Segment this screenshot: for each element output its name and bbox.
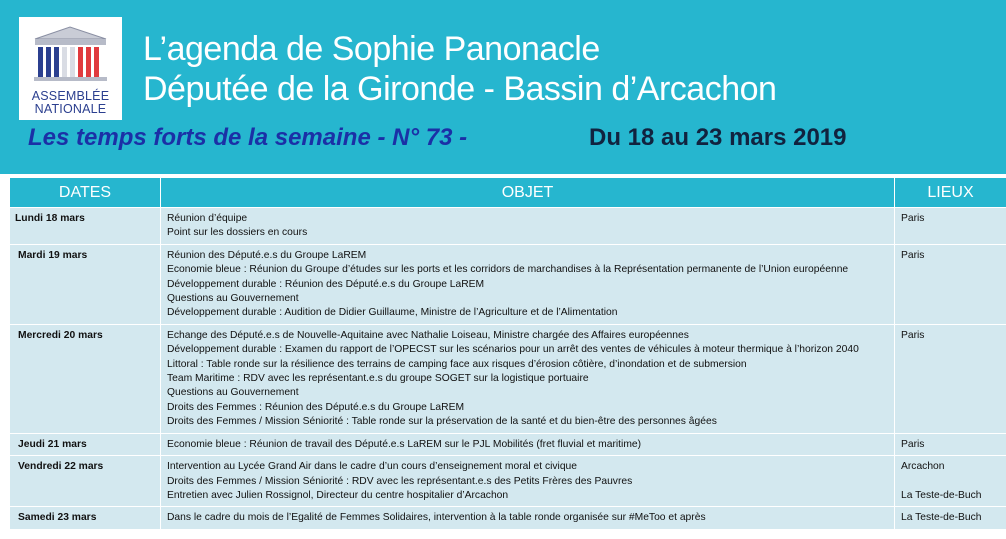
location: Arcachon — [901, 461, 945, 473]
column-header-lieux: LIEUX — [895, 178, 1006, 208]
page-title-line1: L’agenda de Sophie Panonacle — [143, 30, 600, 68]
agenda-table — [9, 177, 1006, 530]
row-date: Mardi 19 mars — [10, 244, 161, 324]
agenda-item: Développement durable : Réunion des Député.e.s du Groupe LaREM — [167, 278, 485, 290]
row-date: Mercredi 20 mars — [10, 324, 161, 433]
location: Paris — [901, 213, 925, 224]
location-spacer — [901, 475, 1000, 489]
table-row — [10, 507, 1006, 529]
row-date: Lundi 18 mars — [10, 208, 161, 245]
row-date: Jeudi 21 mars — [10, 433, 161, 455]
location: La Teste-de-Buch — [901, 512, 982, 524]
agenda-item: Questions au Gouvernement — [167, 387, 299, 399]
table-header-row — [10, 178, 1006, 208]
agenda-item: Développement durable : Audition de Didier Guillaume, Ministre de l’Agriculture et de l’Alimentation — [167, 307, 618, 319]
row-lieu — [895, 244, 1006, 324]
row-lieu — [895, 433, 1006, 455]
row-date: Vendredi 22 mars — [10, 456, 161, 507]
row-lieu — [895, 208, 1006, 245]
assemblee-nationale-logo — [19, 17, 122, 120]
agenda-item: Team Maritime : RDV avec les représentant.e.s du groupe SOGET sur la logistique portuaire — [167, 373, 589, 385]
location: Paris — [901, 438, 925, 450]
location: Paris — [901, 329, 925, 341]
row-objet — [161, 244, 895, 324]
week-highlights-subtitle: Les temps forts de la semaine - N° 73 - — [28, 124, 468, 151]
date-range: Du 18 au 23 mars 2019 — [589, 124, 847, 151]
agenda-item: Dans le cadre du mois de l’Egalité de Femmes Solidaires, intervention à la table ronde organisée sur #MeToo et après — [167, 512, 706, 524]
agenda-item: Intervention au Lycée Grand Air dans le cadre d’un cours d’enseignement moral et civique — [167, 461, 578, 473]
row-lieu — [895, 456, 1006, 507]
location: La Teste-de-Buch — [901, 489, 982, 501]
logo-text-line1: ASSEMBLÉE — [31, 89, 110, 103]
table-row — [10, 324, 1006, 433]
agenda-item: Questions au Gouvernement — [167, 293, 299, 305]
column-header-objet: OBJET — [161, 178, 895, 208]
row-date: Samedi 23 mars — [10, 507, 161, 529]
agenda-item: Littoral : Table ronde sur la résilience des terrains de camping face aux risques d’érosion côtière, d’inondation et de submersion — [167, 358, 747, 370]
page-title-line2: Députée de la Gironde - Bassin d’Arcachon — [143, 70, 777, 108]
row-lieu — [895, 324, 1006, 433]
header-banner — [0, 0, 1006, 174]
agenda-item: Echange des Député.e.s de Nouvelle-Aquitaine avec Nathalie Loiseau, Ministre chargée des Affaires européennes — [167, 329, 689, 341]
location: Paris — [901, 249, 925, 261]
table-row — [10, 456, 1006, 507]
agenda-item: Réunion des Député.e.s du Groupe LaREM — [167, 249, 367, 261]
column-header-dates: DATES — [10, 178, 161, 208]
row-objet — [161, 324, 895, 433]
table-row — [10, 433, 1006, 455]
agenda-item: Economie bleue : Réunion du Groupe d’études sur les ports et les corridors de marchandises à la Représentation permanente de l’Union européenne — [167, 264, 849, 276]
logo-text-line2: NATIONALE — [34, 102, 107, 116]
agenda-item: Développement durable : Examen du rapport de l’OPECST sur les scénarios pour un arrêt des ventes de véhicules à moteur thermique à l’horizon 2040 — [167, 344, 859, 356]
agenda-item: Point sur les dossiers en cours — [167, 227, 308, 239]
agenda-item: Réunion d’équipe — [167, 213, 248, 224]
agenda-item: Economie bleue : Réunion de travail des Député.e.s LaREM sur le PJL Mobilités (fret fluvial et maritime) — [167, 438, 642, 450]
row-objet — [161, 208, 895, 245]
row-objet — [161, 433, 895, 455]
agenda-item: Droits des Femmes / Mission Séniorité : RDV avec les représentant.e.s des Petits Frères des Pauvres — [167, 475, 633, 487]
table-row — [10, 244, 1006, 324]
parliament-building-icon — [19, 17, 122, 89]
agenda-item: Entretien avec Julien Rossignol, Directeur du centre hospitalier d’Arcachon — [167, 489, 509, 501]
agenda-item: Droits des Femmes / Mission Séniorité : Table ronde sur la préservation de la santé et du bien-être des personnes âgées — [167, 416, 717, 428]
table-row — [10, 208, 1006, 245]
agenda-item: Droits des Femmes : Réunion des Député.e.s du Groupe LaREM — [167, 401, 465, 413]
row-objet — [161, 456, 895, 507]
row-lieu — [895, 507, 1006, 529]
row-objet — [161, 507, 895, 529]
